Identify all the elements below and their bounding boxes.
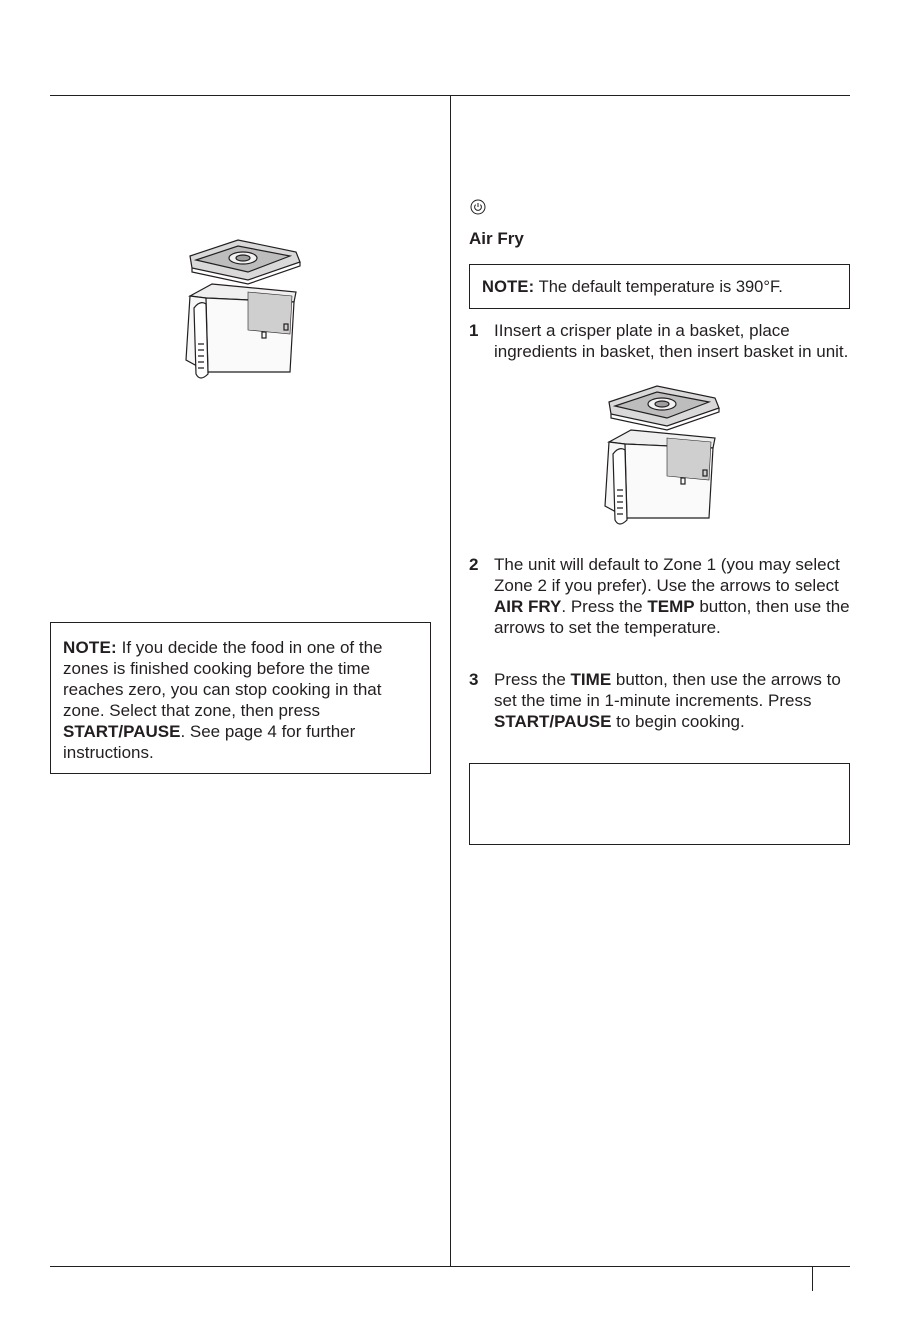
step-bold-text: TIME	[570, 670, 612, 689]
step-text-part: to begin cooking.	[611, 712, 745, 731]
note-text: The default temperature is 390°F.	[534, 278, 783, 296]
step-2	[469, 554, 850, 638]
step-bold-text: AIR FRY	[494, 597, 562, 616]
step-3	[469, 669, 850, 732]
step-text: IInsert a crisper plate in a basket, place ingredients in basket, then insert basket in unit.	[494, 321, 849, 361]
step-number: 2	[469, 555, 479, 574]
step-text-part: . Press the	[561, 597, 648, 616]
step-text-part: button, then use the arrows to set the temperature.	[494, 597, 850, 637]
note-label: NOTE:	[63, 638, 117, 657]
note-text: If you decide the food in one of the zones is finished cooking before the time reaches zero, you can stop cooking in that zone. Select that zone, then press	[63, 638, 383, 720]
note-bold-text: START/PAUSE	[63, 722, 181, 741]
note-box-left	[50, 622, 431, 774]
power-icon	[470, 199, 486, 215]
note-box-temperature	[469, 264, 850, 309]
basket-illustration-left	[178, 234, 304, 382]
step-text-part: The unit will default to Zone 1 (you may select Zone 2 if you prefer). Use the arrows to select	[494, 555, 840, 595]
step-text-part: Press the	[494, 670, 571, 689]
note-text: . See page 4 for further instructions.	[63, 722, 356, 762]
column-divider	[450, 95, 451, 1267]
basket-illustration-right	[597, 380, 723, 528]
step-text	[494, 669, 850, 732]
section-title: Air Fry	[469, 229, 524, 248]
step-bold-text: START/PAUSE	[494, 712, 612, 731]
step-bold-text: TEMP	[647, 597, 695, 616]
footer-tick	[812, 1267, 813, 1291]
note-label: NOTE:	[482, 278, 535, 296]
step-1	[469, 320, 850, 362]
step-number: 3	[469, 670, 479, 689]
step-text	[494, 554, 850, 638]
step-number: 1	[469, 321, 479, 340]
empty-note-box	[469, 763, 850, 845]
step-text-part: button, then use the arrows to set the time in 1-minute increments. Press	[494, 670, 841, 710]
